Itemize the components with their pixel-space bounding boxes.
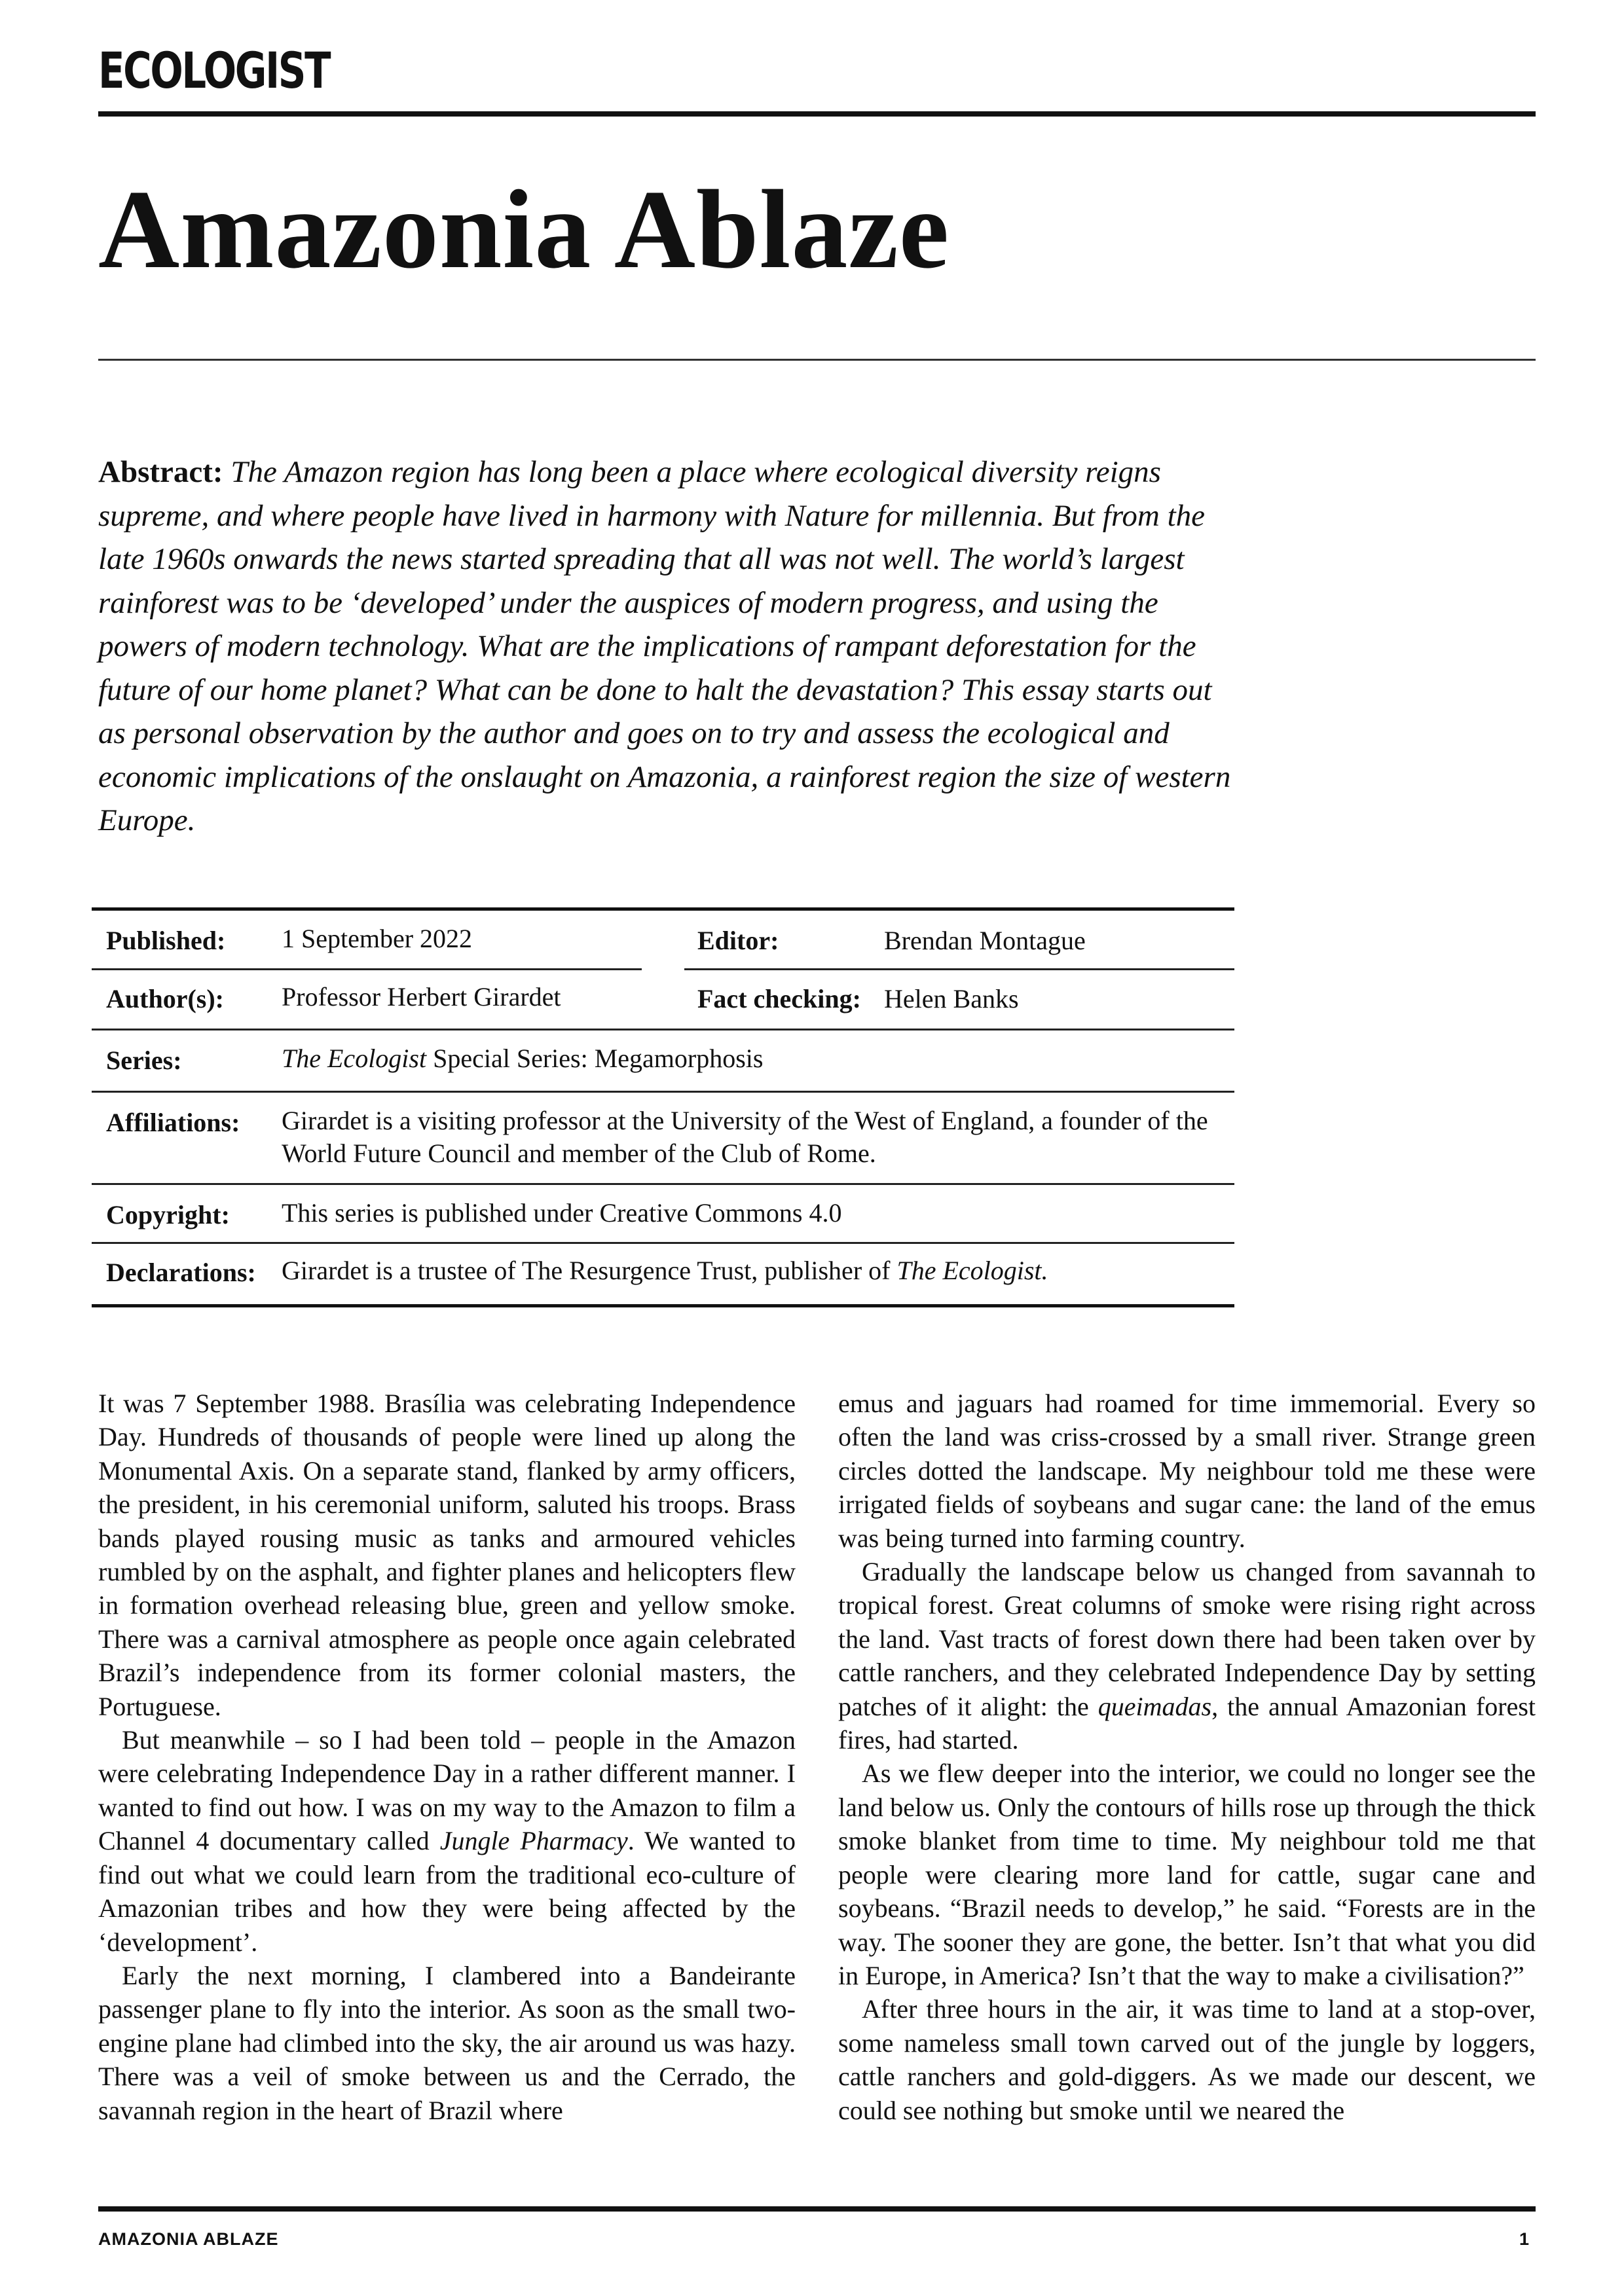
- fact-checking-label: Fact checking:: [697, 984, 861, 1013]
- queimadas-term: queimadas: [1098, 1691, 1212, 1721]
- meta-row-series: [92, 1030, 1234, 1093]
- declarations-label: Declarations:: [106, 1258, 256, 1287]
- metadata-table: [92, 907, 1234, 1307]
- affiliations-label: Affiliations:: [106, 1108, 240, 1137]
- series-publication: The Ecologist: [282, 1044, 427, 1073]
- meta-row-published: [92, 911, 1234, 970]
- authors-value: Professor Herbert Girardet: [282, 982, 561, 1011]
- abstract-label: Abstract:: [98, 455, 223, 489]
- meta-row-declarations: [92, 1244, 1234, 1304]
- series-label: Series:: [106, 1046, 182, 1075]
- body-paragraph: But meanwhile – so I had been told – people in the Amazon were celebrating Independence Day in a rather different manner. I wanted to find out how. I was on my way to the Amazon to film a Channel 4 documentary called Jungle Pharmacy. We wanted to find out what we could learn from the traditional eco-culture of Amazonian tribes and how they were being affected by the ‘development’.: [98, 1725, 796, 1957]
- body-paragraph: Gradually the landscape below us changed from savannah to tropical forest. Great columns of smoke were rising right across the land. Vast tracts of forest down there had been taken over by cattle ranchers, and they celebrated Independence Day by setting patches of it alight: the queimadas, the annual Amazonian forest fires, had started.: [838, 1557, 1536, 1755]
- article-title: Amazonia Ablaze: [98, 168, 950, 292]
- editor-value: Brendan Montague: [884, 926, 1086, 955]
- footer-running-title: AMAZONIA ABLAZE: [98, 2229, 279, 2249]
- abstract-text: The Amazon region has long been a place where ecological diversity reigns supreme, and where people have lived in harmony with Nature for millennia. But from the late 1960s onwards the news started spreading that all was not well. The world’s largest rainforest was to be ‘developed’ under the auspices of modern progress, and using the powers of modern technology. What are the implications of rampant deforestation for the future of our home planet? What can be done to halt the devastation? This essay starts out as personal observation by the author and goes on to try and assess the ecological and economic implications of the onslaught on Amazonia, a rainforest region the size of western Europe.: [98, 455, 1231, 837]
- header-rule: [98, 111, 1536, 117]
- body-paragraph: After three hours in the air, it was time to land at a stop-over, some nameless small town carved out of the jungle by loggers, cattle ranchers and gold-diggers. As we made our descent, we could see nothing but smoke until we neared the: [838, 1994, 1536, 2125]
- body-paragraph: It was 7 September 1988. Brasília was celebrating Independence Day. Hundreds of thousands of people were lined up along the Monumental Axis. On a separate stand, flanked by army officers, the president, in his ceremonial uniform, saluted his troops. Brass bands played rousing music as tanks and armoured vehicles rumbled by on the asphalt, and fighter planes and helicopters flew in formation overhead releasing blue, green and yellow smoke. There was a carnival atmosphere as people once again celebrated Brazil’s independence from its former colonial masters, the Portuguese.: [98, 1389, 796, 1721]
- meta-row-affiliations: [92, 1093, 1234, 1185]
- documentary-title: Jungle Pharmacy: [439, 1826, 628, 1856]
- declarations-text: Girardet is a trustee of The Resurgence Trust, publisher of: [282, 1256, 897, 1285]
- table-bottom-rule: [92, 1304, 1234, 1307]
- published-value: 1 September 2022: [282, 924, 473, 953]
- body-paragraph: Early the next morning, I clambered into a Bandeirante passenger plane to fly into the interior. As soon as the small two-engine plane had climbed into the sky, the air around us was hazy. There was a veil of smoke between us and the Cerrado, the savannah region in the heart of Brazil where: [98, 1960, 796, 2125]
- page-number: 1: [1519, 2229, 1530, 2249]
- body-paragraph: As we flew deeper into the interior, we could no longer see the land below us. Only the contours of hills rose up through the thick smoke blanket from time to time. My neighbour told me that people were clearing more land for cattle, sugar cane and soybeans. “Brazil needs to develop,” he said. “Forests are in the way. The sooner they are gone, the better. Isn’t that what you did in Europe, in America? Isn’t that the way to make a civilisation?”: [838, 1758, 1536, 1990]
- series-value: [282, 1042, 1225, 1075]
- abstract: [98, 450, 1238, 843]
- declarations-value: [282, 1254, 1225, 1287]
- published-label: Published:: [106, 926, 226, 955]
- copyright-value: This series is published under Creative Commons 4.0: [282, 1198, 842, 1228]
- fact-checking-value: Helen Banks: [884, 984, 1019, 1013]
- title-rule: [98, 359, 1536, 361]
- meta-row-copyright: [92, 1185, 1234, 1244]
- body-paragraph: emus and jaguars had roamed for time immemorial. Every so often the land was criss-crossed by a small river. Strange green circles dotted the landscape. My neighbour told me these were irrigated fields of soybeans and sugar cane: the land of the emus was being turned into farming country.: [838, 1389, 1536, 1553]
- series-name: Special Series: Megamorphosis: [426, 1044, 764, 1073]
- editor-label: Editor:: [697, 926, 779, 955]
- authors-label: Author(s):: [106, 984, 224, 1013]
- declarations-publication: The Ecologist.: [896, 1256, 1048, 1285]
- affiliations-value: Girardet is a visiting professor at the University of the West of England, a founder of the World Future Council and member of the Club of Rome.: [282, 1106, 1208, 1168]
- copyright-label: Copyright:: [106, 1200, 230, 1230]
- footer-rule: [98, 2206, 1536, 2212]
- body-column-right: [838, 1387, 1536, 2127]
- masthead-logo: ECOLOGIST: [98, 41, 330, 100]
- body-column-left: [98, 1387, 796, 2127]
- meta-row-authors: [92, 970, 1234, 1030]
